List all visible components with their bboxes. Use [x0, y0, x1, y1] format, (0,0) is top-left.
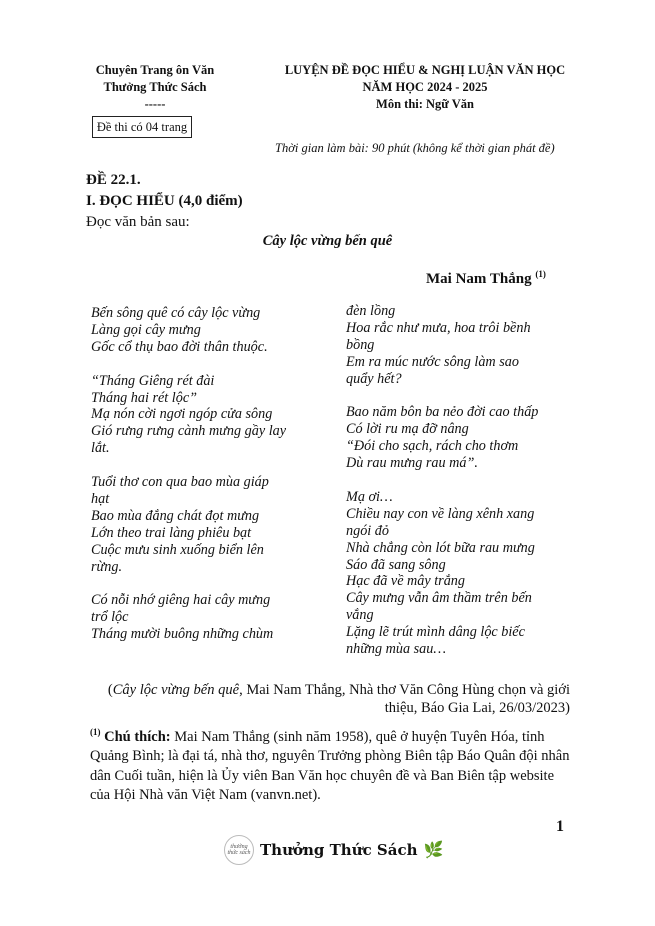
poem-line: Tháng mười buông những chùm: [91, 626, 274, 643]
brand-name: Thưởng Thức Sách: [260, 841, 418, 859]
poem-line: vắng: [346, 607, 374, 624]
stanza-gap: [346, 388, 538, 405]
poem-right-column: [346, 303, 538, 658]
header-right: [265, 62, 585, 113]
poem-line: Mạ nón cời ngơi ngóp cửa sông: [91, 406, 273, 423]
poem-title: Cây lộc vừng bến quê: [262, 233, 393, 249]
author-name: Mai Nam Thắng: [426, 271, 532, 287]
exam-number: ĐỀ 22.1.: [86, 172, 141, 188]
source-citation: [90, 681, 570, 717]
pages-box: Đề thi có 04 trang: [92, 116, 192, 138]
header-left-line: Chuyên Trang ôn Văn: [95, 63, 215, 77]
brand-logo: [224, 835, 254, 865]
poem-line: Làng gọi cây mưng: [91, 321, 201, 338]
page-number: 1: [556, 818, 564, 835]
poem-line: Gốc cổ thụ bao đời thân thuộc.: [91, 338, 268, 355]
poem-line: đèn lồng: [346, 303, 396, 319]
school-year: NĂM HỌC 2024 - 2025: [362, 80, 488, 94]
poem-line: Sáo đã sang sông: [346, 556, 446, 573]
poem-left-column: [91, 305, 286, 643]
poem-line: lắt.: [91, 440, 110, 457]
poem-line: “Đói cho sạch, rách cho thơm: [346, 438, 519, 455]
poem-line: Gió rưng rưng cành mưng gầy lay: [91, 423, 287, 440]
header-left: [80, 62, 230, 113]
author-note-mark: (1): [535, 269, 546, 279]
header-left-line: Thưởng Thức Sách: [103, 80, 207, 94]
stanza-gap: [91, 457, 286, 474]
footnote-text: Mai Nam Thắng (sinh năm 1958), quê ở huyện Tuyên Hóa, tỉnh Quảng Bình; là đại tá, nhà thơ, nguyên Trưởng phòng Biên tập Báo Quân đội nhân dân Cuối tuần, hiện là Ủy viên Ban Văn học chuyên đề và Ban Biên tập website của Hội Nhà văn Việt Nam (vanvn.net).: [90, 728, 570, 804]
poem-line: Lặng lẽ trút mình dâng lộc biếc: [346, 624, 525, 641]
source-paren: (: [107, 682, 113, 698]
poem-line: Tuổi thơ con qua bao mùa giáp: [91, 474, 269, 491]
stanza-gap: [91, 575, 286, 592]
poem-line: ngói đỏ: [346, 522, 389, 539]
poem-line: “Tháng Giêng rét đài: [91, 372, 215, 389]
poem-line: Cây mưng vẫn âm thầm trên bến: [346, 590, 532, 607]
footnote-mark: (1): [90, 727, 101, 737]
time-note: Thời gian làm bài: 90 phút (không kể thời gian phát đề): [275, 141, 555, 155]
poem-line: Hạc đã về mây trắng: [346, 573, 465, 590]
source-line-1: [90, 681, 570, 699]
poem-line: Dù rau mưng rau má”.: [346, 455, 478, 472]
instruction: Đọc văn bản sau:: [86, 214, 190, 230]
logo-text: thưởng thức sách: [227, 844, 251, 856]
poem-line: Bao năm bôn ba nẻo đời cao thấp: [346, 404, 539, 421]
poem-line: Bao mùa đắng chát đọt mưng: [91, 507, 260, 524]
poem-line: rừng.: [91, 558, 122, 575]
poem-line: quẩy hết?: [346, 370, 402, 387]
poem-line: trổ lộc: [91, 609, 129, 626]
source-title: Cây lộc vừng bến quê: [112, 682, 240, 698]
poem-line: Mạ ơi…: [346, 488, 393, 505]
leaf-icon: 🌿: [423, 842, 444, 859]
poem-line: Hoa rắc như mưa, hoa trôi bềnh: [346, 319, 531, 336]
section-heading: I. ĐỌC HIỂU (4,0 điểm): [86, 193, 243, 209]
poem-line: những mùa sau…: [346, 641, 446, 658]
stanza-gap: [346, 472, 538, 489]
poem-line: Có lời ru mạ đỡ nâng: [346, 421, 469, 438]
exam-title: LUYỆN ĐỀ ĐỌC HIỂU & NGHỊ LUẬN VĂN HỌC: [284, 63, 566, 77]
poem-line: Bến sông quê có cây lộc vừng: [91, 305, 261, 321]
poem-line: bồng: [346, 336, 375, 353]
footer-brand: [224, 833, 444, 867]
source-rest: , Mai Nam Thắng, Nhà thơ Văn Công Hùng chọn và giới: [239, 682, 570, 698]
poem-line: Tháng hai rét lộc”: [91, 389, 198, 406]
poem-line: Em ra múc nước sông làm sao: [346, 353, 519, 370]
subject: Môn thi: Ngữ Văn: [376, 97, 474, 111]
source-line-2: thiệu, Báo Gia Lai, 26/03/2023): [384, 700, 570, 716]
poem-line: Nhà chẳng còn lót bữa rau mưng: [346, 539, 535, 556]
poem-line: Chiều nay con về làng xênh xang: [346, 505, 535, 522]
poem-line: Cuộc mưu sinh xuống biển lên: [91, 541, 264, 558]
header-left-line: -----: [144, 97, 166, 111]
poem-author: [426, 269, 546, 288]
footnote: [90, 723, 572, 806]
poem-line: Lớn theo trai làng phiêu bạt: [91, 524, 252, 541]
footnote-label: Chú thích:: [104, 728, 171, 745]
poem-line: Có nỗi nhớ giêng hai cây mưng: [91, 592, 271, 609]
stanza-gap: [91, 356, 286, 373]
poem-line: hạt: [91, 490, 110, 507]
